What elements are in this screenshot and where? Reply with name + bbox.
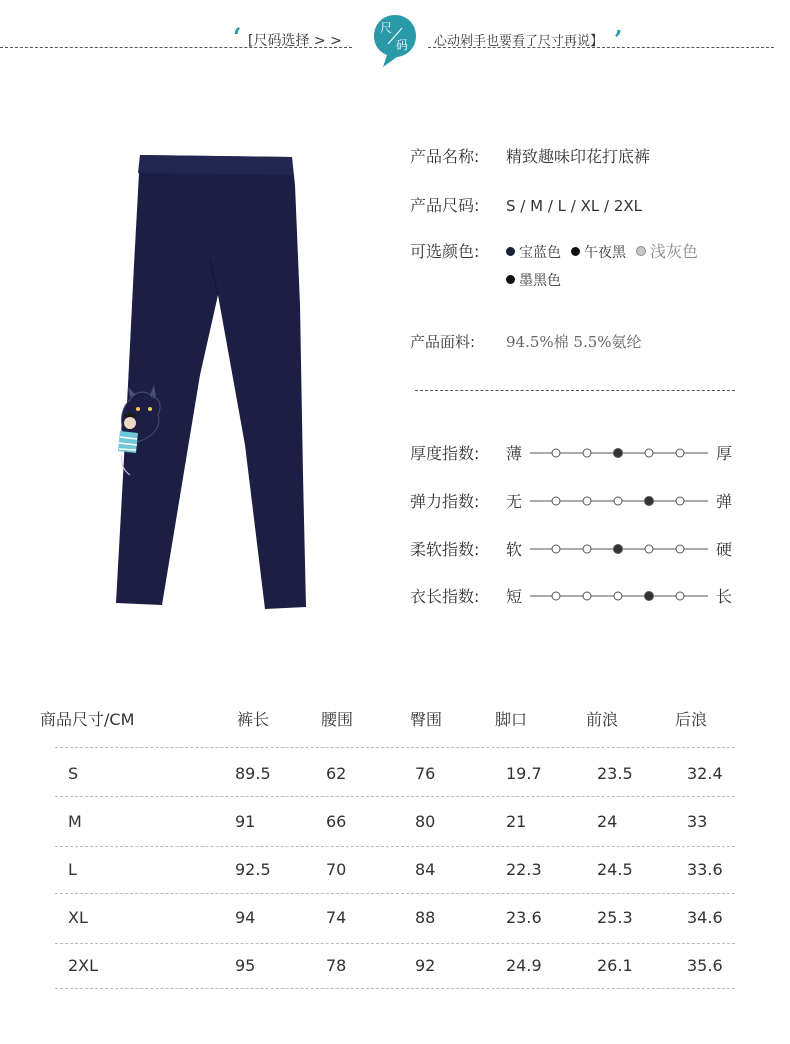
size-select-title: [尺码选择 > >	[248, 33, 342, 49]
product-fabric-row	[410, 331, 642, 352]
index-scale	[528, 491, 710, 511]
index-marker	[583, 592, 591, 600]
index-marker	[614, 592, 622, 600]
table-cell: 19.7	[506, 764, 542, 783]
table-cell: 78	[326, 956, 347, 975]
size-table-header-cell: 脚口	[495, 710, 528, 729]
product-size-row	[410, 193, 642, 216]
index-label: 弹力指数:	[410, 492, 480, 511]
index-marker	[614, 497, 622, 505]
color-swatch-icon	[506, 275, 515, 284]
color-option[interactable]: 墨黑色	[506, 270, 561, 290]
table-cell: 33.6	[687, 860, 723, 879]
table-cell: 92	[415, 956, 436, 975]
table-row	[0, 812, 790, 836]
index-high-label: 厚	[716, 444, 733, 463]
header-slogan: 心动剁手也要看了尺寸再说】	[434, 34, 604, 49]
table-cell-size: 2XL	[68, 956, 99, 975]
quote-mark-icon: ‘	[233, 22, 242, 51]
badge-char-top: 尺	[380, 21, 393, 35]
product-color-row	[410, 239, 506, 262]
table-cell: 26.1	[597, 956, 633, 975]
index-label: 柔软指数:	[410, 540, 480, 559]
index-high-label: 长	[716, 587, 733, 606]
product-name-value: 精致趣味印花打底裤	[506, 147, 651, 166]
index-low-label: 短	[506, 587, 523, 606]
table-row	[0, 956, 790, 980]
index-row-softness	[410, 537, 740, 561]
product-name-row	[410, 144, 650, 167]
index-row-elasticity	[410, 489, 740, 513]
index-label: 衣长指数:	[410, 587, 480, 606]
table-cell: 22.3	[506, 860, 542, 879]
table-cell: 91	[235, 812, 256, 831]
table-divider	[55, 988, 735, 989]
index-row-length	[410, 584, 740, 608]
color-swatch-icon	[636, 246, 646, 256]
product-color-label: 可选颜色:	[410, 242, 480, 261]
index-high-label: 弹	[716, 492, 733, 511]
index-marker-active	[614, 449, 623, 458]
product-size-value: S / M / L / XL / 2XL	[506, 197, 642, 215]
index-marker	[552, 545, 560, 553]
size-table-header-cell: 后浪	[675, 710, 708, 729]
color-option[interactable]: 浅灰色	[636, 239, 698, 262]
table-cell-size: L	[68, 860, 77, 879]
index-marker	[645, 449, 653, 457]
table-cell-size: XL	[68, 908, 88, 927]
index-scale	[528, 586, 710, 606]
table-cell-size: S	[68, 764, 79, 783]
index-marker-active	[645, 592, 654, 601]
table-cell: 88	[415, 908, 436, 927]
badge-char-bottom: 码	[396, 38, 409, 52]
product-size-label: 产品尺码:	[410, 196, 480, 215]
index-marker-active	[614, 545, 623, 554]
index-marker	[552, 449, 560, 457]
table-cell: 62	[326, 764, 347, 783]
index-marker	[552, 592, 560, 600]
table-row	[0, 764, 790, 788]
index-scale	[528, 443, 710, 463]
table-divider	[55, 893, 735, 894]
table-cell: 70	[326, 860, 347, 879]
table-row	[0, 860, 790, 884]
info-divider	[415, 390, 735, 391]
table-cell: 35.6	[687, 956, 723, 975]
table-cell: 24.9	[506, 956, 542, 975]
index-marker	[676, 497, 684, 505]
color-option[interactable]: 宝蓝色	[506, 242, 561, 262]
index-low-label: 无	[506, 492, 523, 511]
product-fabric-label: 产品面料:	[410, 333, 476, 351]
color-options	[506, 239, 746, 298]
table-cell-size: M	[68, 812, 82, 831]
table-cell: 33	[687, 812, 708, 831]
size-table-header-cell: 腰围	[321, 710, 354, 729]
table-cell: 95	[235, 956, 256, 975]
table-cell: 92.5	[235, 860, 271, 879]
table-cell: 23.5	[597, 764, 633, 783]
leggings-body	[116, 155, 306, 609]
product-name-label: 产品名称:	[410, 147, 480, 166]
table-cell: 24.5	[597, 860, 633, 879]
table-divider	[55, 747, 735, 748]
table-cell: 24	[597, 812, 618, 831]
section-header	[0, 0, 790, 75]
index-high-label: 硬	[716, 540, 733, 559]
color-swatch-icon	[506, 247, 515, 256]
color-swatch-icon	[571, 247, 580, 256]
table-cell: 25.3	[597, 908, 633, 927]
table-row	[0, 908, 790, 932]
size-table-header-cell: 臀围	[410, 710, 443, 729]
color-option[interactable]: 午夜黑	[571, 242, 626, 262]
table-cell: 84	[415, 860, 436, 879]
table-cell: 32.4	[687, 764, 723, 783]
table-divider	[55, 943, 735, 944]
table-cell: 76	[415, 764, 436, 783]
quote-mark-icon: ’	[614, 25, 623, 54]
index-marker	[583, 497, 591, 505]
size-table-header-cell: 商品尺寸/CM	[40, 710, 135, 729]
index-marker	[676, 592, 684, 600]
index-marker	[583, 545, 591, 553]
size-table-header	[0, 707, 790, 731]
index-marker	[552, 497, 560, 505]
index-marker	[676, 545, 684, 553]
table-cell: 89.5	[235, 764, 271, 783]
index-scale	[528, 539, 710, 559]
index-low-label: 薄	[506, 444, 523, 463]
index-label: 厚度指数:	[410, 444, 480, 463]
table-cell: 66	[326, 812, 347, 831]
table-cell: 80	[415, 812, 436, 831]
table-cell: 74	[326, 908, 347, 927]
product-image-leggings	[100, 145, 320, 615]
table-cell: 34.6	[687, 908, 723, 927]
index-marker	[676, 449, 684, 457]
index-marker	[583, 449, 591, 457]
product-fabric-value: 94.5%棉 5.5%氨纶	[506, 333, 642, 351]
index-marker	[645, 545, 653, 553]
index-row-thickness	[410, 441, 740, 465]
table-divider	[55, 796, 735, 797]
size-table-header-cell: 裤长	[237, 710, 270, 729]
size-table-header-cell: 前浪	[586, 710, 619, 729]
table-cell: 94	[235, 908, 256, 927]
index-marker-active	[645, 497, 654, 506]
table-divider	[55, 846, 735, 847]
index-low-label: 软	[506, 540, 523, 559]
table-cell: 23.6	[506, 908, 542, 927]
table-cell: 21	[506, 812, 527, 831]
